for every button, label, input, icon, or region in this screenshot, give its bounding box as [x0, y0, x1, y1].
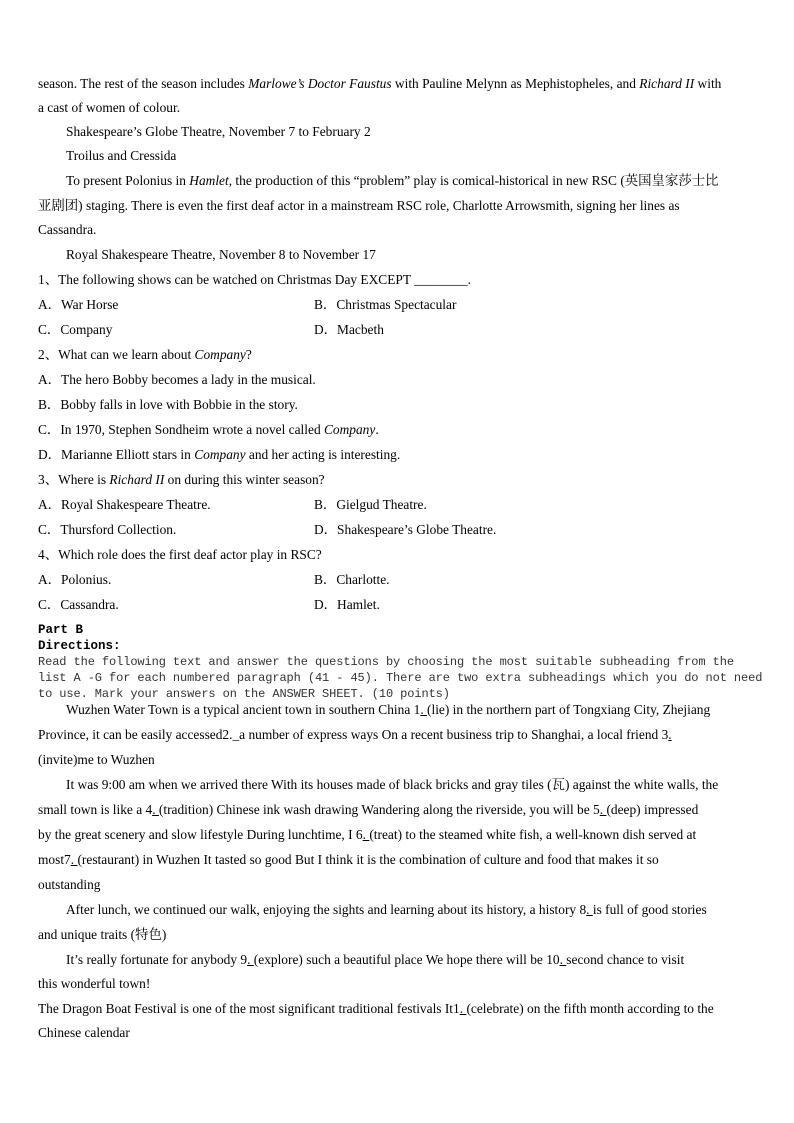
text-segment: B．Christmas Spectacular: [314, 297, 457, 312]
text-segment: The Dragon Boat Festival is one of the most significant traditional festivals It1: [38, 1001, 460, 1016]
text-segment: A．Royal Shakespeare Theatre.: [38, 497, 211, 512]
option-column-2: [314, 297, 456, 313]
text-segment: D．Marianne Elliott stars in: [38, 447, 195, 462]
text-segment: D．Macbeth: [314, 322, 384, 337]
text-line: [38, 877, 101, 893]
text-line: [38, 447, 400, 463]
text-segment: C．Company: [38, 322, 113, 337]
text-segment: 亚剧团) staging. There is even the first deaf actor in a mainstream RSC role, Charlotte Arrowsmith, signing her lines as: [38, 198, 680, 213]
text-segment: (deep) impressed: [606, 802, 699, 817]
answer-blank: .: [152, 802, 159, 817]
text-line: [38, 472, 325, 488]
text-segment: second chance to visit: [566, 952, 685, 967]
text-line: [38, 638, 121, 654]
text-segment: D．Shakespeare’s Globe Theatre.: [314, 522, 497, 537]
text-segment: (lie) in the northern part of Tongxiang City, Zhejiang: [427, 702, 711, 717]
text-line: [38, 347, 252, 363]
text-segment: 4、Which role does the first deaf actor play in RSC?: [38, 547, 322, 562]
option-column-2: [314, 497, 427, 513]
text-segment: 3、Where is: [38, 472, 110, 487]
option-column-2: [314, 522, 496, 538]
text-line: [38, 222, 96, 238]
text-segment: Richard II: [639, 76, 695, 91]
text-segment: Directions:: [38, 639, 121, 653]
text-segment: It was 9:00 am when we arrived there With its houses made of black bricks and gray tiles (瓦) against the white walls, the: [66, 777, 719, 792]
answer-blank: .: [586, 902, 593, 917]
text-segment: with Pauline Melynn as Mephistopheles, and: [391, 76, 640, 91]
text-segment: Royal Shakespeare Theatre, November 8 to November 17: [66, 247, 376, 262]
text-segment: (tradition) Chinese ink wash drawing Wandering along the riverside, you will be 5: [158, 802, 600, 817]
text-segment: to use. Mark your answers on the ANSWER SHEET. (10 points): [38, 687, 450, 701]
text-line: [38, 297, 457, 313]
answer-blank: .: [247, 952, 254, 967]
text-segment: (celebrate) on the fifth month according to the: [466, 1001, 714, 1016]
text-segment: To present Polonius in: [66, 173, 190, 188]
text-line: [38, 572, 390, 588]
text-segment: on during this winter season?: [164, 472, 325, 487]
text-segment: small town is like a 4: [38, 802, 153, 817]
text-line: [38, 322, 384, 338]
option-column-2: [314, 597, 380, 613]
answer-blank: .: [459, 1001, 467, 1016]
text-segment: with: [694, 76, 722, 91]
text-segment: Read the following text and answer the questions by choosing the most suitable subheading from the: [38, 655, 734, 669]
text-segment: Richard II: [109, 472, 165, 487]
text-segment: and unique traits (特色): [38, 927, 167, 942]
text-line: [38, 654, 734, 670]
option-column-2: [314, 322, 384, 338]
text-line: [38, 372, 316, 388]
answer-blank: .: [599, 802, 607, 817]
text-segment: and her acting is interesting.: [245, 447, 401, 462]
text-segment: Troilus and Cressida: [66, 148, 177, 163]
text-segment: B．Gielgud Theatre.: [314, 497, 427, 512]
text-segment: Company: [323, 422, 376, 437]
text-line: [66, 902, 707, 918]
text-segment: Cassandra.: [38, 222, 97, 237]
text-segment: C．Thursford Collection.: [38, 522, 177, 537]
text-line: [38, 76, 721, 92]
text-segment: a cast of women of colour.: [38, 100, 181, 115]
text-segment: season. The rest of the season includes: [38, 76, 249, 91]
answer-blank: .: [668, 727, 672, 742]
text-segment: Hamlet: [189, 173, 229, 188]
text-segment: D．Hamlet.: [314, 597, 380, 612]
text-line: [38, 852, 659, 868]
text-segment: is full of good stories: [592, 902, 707, 917]
text-segment: ?: [245, 347, 252, 362]
text-segment: list A -G for each numbered paragraph (41 - 45). There are two extra subheadings which you do not need: [38, 671, 763, 685]
text-line: [38, 686, 450, 702]
text-line: [66, 952, 684, 968]
text-line: [38, 927, 166, 943]
text-line: [38, 422, 379, 438]
text-line: [38, 522, 497, 538]
text-segment: A．Polonius.: [38, 572, 112, 587]
text-line: [66, 247, 376, 263]
text-line: [38, 397, 298, 413]
answer-blank: .: [559, 952, 567, 967]
text-segment: A．The hero Bobby becomes a lady in the musical.: [38, 372, 316, 387]
text-segment: .: [375, 422, 379, 437]
text-line: [38, 827, 696, 843]
text-line: [38, 670, 762, 686]
text-segment: It’s really fortunate for anybody 9: [66, 952, 248, 967]
text-segment: Wuzhen Water Town is a typical ancient town in southern China 1: [66, 702, 421, 717]
text-line: [66, 777, 718, 793]
text-segment: Province, it can be easily accessed2._a number of express ways On a recent business trip to Shanghai, a local friend 3: [38, 727, 669, 742]
text-segment: (invite)me to Wuzhen: [38, 752, 155, 767]
text-segment: outstanding: [38, 877, 101, 892]
text-segment: Company: [194, 347, 246, 362]
text-segment: Shakespeare’s Globe Theatre, November 7 to February 2: [66, 124, 371, 139]
text-segment: 1、The following shows can be watched on Christmas Day EXCEPT ________.: [38, 272, 472, 287]
text-line: [38, 100, 180, 116]
text-line: [38, 272, 471, 288]
text-line: [38, 1025, 130, 1041]
text-line: [38, 597, 380, 613]
answer-blank: .: [70, 852, 78, 867]
text-segment: Marlowe’s Doctor Faustus: [248, 76, 392, 91]
text-line: [66, 702, 710, 718]
text-line: [66, 124, 371, 140]
text-segment: (restaurant) in Wuzhen It tasted so good But I think it is the combination of culture and food that makes it so: [77, 852, 659, 867]
text-line: [38, 547, 322, 563]
text-segment: Company: [194, 447, 246, 462]
text-segment: C．In 1970, Stephen Sondheim wrote a novel called: [38, 422, 324, 437]
text-line: [38, 497, 427, 513]
text-segment: After lunch, we continued our walk, enjoying the sights and learning about its history, a history 8: [66, 902, 587, 917]
text-line: [38, 802, 698, 818]
text-segment: this wonderful town!: [38, 976, 151, 991]
text-line: [38, 622, 83, 638]
text-segment: by the great scenery and slow lifestyle During lunchtime, I 6: [38, 827, 363, 842]
text-line: [38, 976, 150, 992]
text-segment: C．Cassandra.: [38, 597, 119, 612]
text-segment: B．Charlotte.: [314, 572, 390, 587]
text-line: [38, 198, 680, 214]
text-segment: 2、What can we learn about: [38, 347, 195, 362]
answer-blank: .: [420, 702, 428, 717]
text-segment: (treat) to the steamed white fish, a well-known dish served at: [369, 827, 697, 842]
text-line: [38, 752, 155, 768]
text-line: [38, 727, 672, 743]
text-segment: Chinese calendar: [38, 1025, 130, 1040]
text-segment: Part B: [38, 623, 84, 637]
option-column-2: [314, 572, 390, 588]
answer-blank: .: [362, 827, 370, 842]
text-segment: B．Bobby falls in love with Bobbie in the story.: [38, 397, 298, 412]
text-segment: , the production of this “problem” play is comical-historical in new RSC (英国皇家莎士比: [228, 173, 719, 188]
text-line: [66, 148, 176, 164]
text-line: [38, 1001, 714, 1017]
text-segment: A．War Horse: [38, 297, 119, 312]
text-segment: most7: [38, 852, 71, 867]
text-line: [66, 173, 719, 189]
text-segment: (explore) such a beautiful place We hope there will be 10: [253, 952, 560, 967]
